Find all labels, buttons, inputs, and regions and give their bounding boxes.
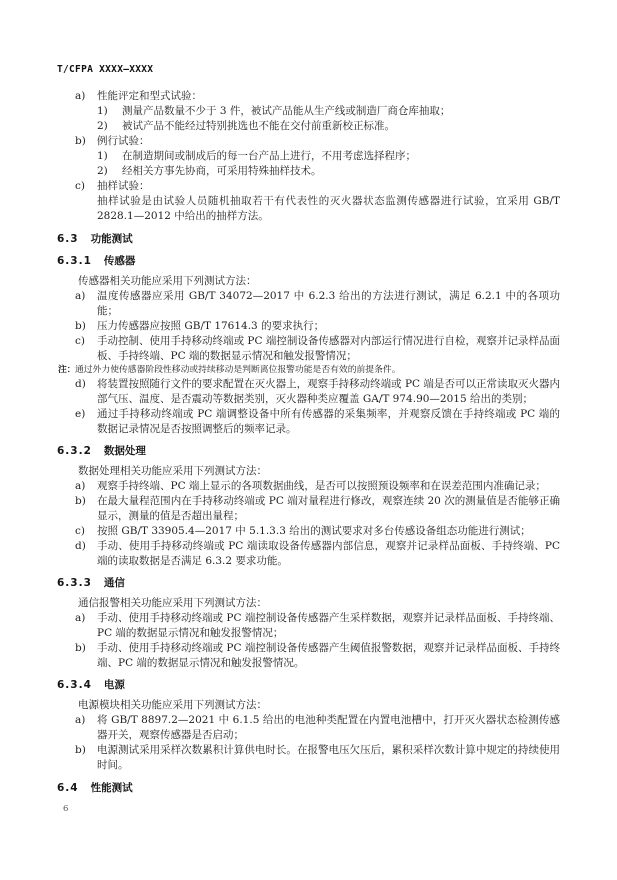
- list-item-text: 将 GB/T 8897.2—2021 中 6.1.5 给出的电池种类配置在内置电池槽中，打开灭火器状态检测传感器开关，观察传感器是否启动；: [97, 714, 560, 741]
- list-item: [57, 479, 560, 494]
- subsection-heading: [57, 443, 560, 459]
- intro-paragraph: 传感器相关功能应采用下列测试方法：: [78, 275, 257, 287]
- list-item: [57, 743, 560, 773]
- section-heading: [57, 780, 560, 796]
- list-item: [57, 713, 560, 743]
- list-item-label: a): [75, 714, 86, 726]
- list-item: [57, 319, 560, 334]
- subsection-number: 6.3.2: [57, 445, 92, 457]
- list-item-text: 例行试验：: [97, 135, 150, 147]
- list-subitem: [97, 104, 560, 119]
- list-item-text: 手动、使用手持移动终端或 PC 端读取设备传感器内部信息，观察并记录样品面板、手持终端、PC 端的读取数据是否满足 6.3.2 要求功能。: [97, 540, 560, 567]
- list-item-label: a): [75, 480, 86, 492]
- list-item-text: 在最大量程范围内在手持移动终端或 PC 端对量程进行修改，观察连续 20 次的测量值是否能够正确显示，测量的值是否超出量程；: [97, 495, 560, 522]
- list-item-label: d): [75, 540, 86, 552]
- list-item-text: 电源测试采用采样次数累积计算供电时长。在报警电压欠压后，累积采样次数计算中规定的持续使用时间。: [97, 744, 560, 771]
- list-item-label: b): [75, 744, 86, 756]
- list-subitem-label: 1): [97, 105, 108, 117]
- list-subitem-label: 2): [97, 165, 108, 177]
- subsection-number: 6.3.1: [57, 255, 92, 267]
- list-item: [57, 179, 560, 224]
- list-item-paragraph: 抽样试验是由试验人员随机抽取若干有代表性的灭火器状态监测传感器进行试验，宜采用 GB/T 2828.1—2012 中给出的抽样方法。: [97, 195, 560, 222]
- section-title: 功能测试: [90, 233, 133, 245]
- page-number: 6: [63, 804, 69, 814]
- intro-paragraph: 通信报警相关功能应采用下列测试方法：: [78, 597, 267, 609]
- list-item: [57, 134, 560, 179]
- communication-test-list: [57, 611, 560, 671]
- list-item-text: 按照 GB/T 33905.4—2017 中 5.1.3.3 给出的测试要求对多台传感设备组态功能进行测试；: [97, 525, 531, 537]
- list-subitem-label: 2): [97, 120, 108, 132]
- list-item-label: c): [75, 335, 85, 347]
- list-subitem: [97, 149, 560, 164]
- list-item: [57, 611, 560, 641]
- list-item-text: 手动、使用手持移动终端或 PC 端控制设备传感器产生阈值报警数据，观察并记录样品面板、手持终端、PC 端的数据显示情况和触发报警情况。: [97, 642, 560, 669]
- subsection-title: 通信: [103, 577, 125, 589]
- power-test-list: [57, 713, 560, 773]
- test-type-list: [57, 89, 560, 224]
- note-text: 通过外力使传感器阶段性移动或持续移动是判断离位报警功能是否有效的前提条件。: [75, 365, 401, 375]
- list-item-label: c): [75, 180, 85, 192]
- list-subitem-text: 经相关方事先协商，可采用特殊抽样技术。: [122, 165, 322, 177]
- section-heading: [57, 231, 560, 247]
- list-item: [57, 539, 560, 569]
- subsection-heading: [57, 253, 560, 269]
- list-item-label: b): [75, 135, 86, 147]
- list-item-label: a): [75, 612, 86, 624]
- intro-paragraph: 数据处理相关功能应采用下列测试方法：: [78, 465, 267, 477]
- list-item-label: c): [75, 525, 85, 537]
- intro-paragraph: 电源模块相关功能应采用下列测试方法：: [78, 699, 267, 711]
- list-item: [57, 377, 560, 407]
- list-item-text: 温度传感器应采用 GB/T 34072—2017 中 6.2.3 给出的方法进行测试，满足 6.2.1 中的各项功能；: [97, 290, 560, 317]
- list-item-label: a): [75, 290, 86, 302]
- subsection-heading: [57, 677, 560, 693]
- list-item-text: 手动、使用手持移动终端或 PC 端控制设备传感器产生采样数据，观察并记录样品面板、手持终端、PC 端的数据显示情况和触发报警情况；: [97, 612, 560, 639]
- list-subitem-text: 被试产品不能经过特别挑选也不能在交付前重新校正标准。: [122, 120, 395, 132]
- subsection-title: 数据处理: [103, 445, 146, 457]
- list-item: [57, 407, 560, 437]
- data-processing-test-list: [57, 479, 560, 569]
- subsection-number: 6.3.4: [57, 679, 92, 691]
- subsection-heading: [57, 575, 560, 591]
- list-item-label: a): [75, 90, 86, 102]
- list-item: [57, 289, 560, 319]
- sensor-test-list: [57, 289, 560, 437]
- list-item-text: 将装置按照随行文件的要求配置在灭火器上，观察手持移动终端或 PC 端是否可以正常读取灭火器内部气压、温度、是否震动等数据类别，灭火器种类应覆盖 GA/T 974.90—2015 给出的类别；: [97, 378, 560, 405]
- list-item: [57, 334, 560, 364]
- list-subitem: [97, 119, 560, 134]
- section-number: 6.3: [57, 233, 79, 245]
- list-item-text: 性能评定和型式试验：: [97, 90, 202, 102]
- list-subitem-label: 1): [97, 150, 108, 162]
- list-subitem: [97, 164, 560, 179]
- section-title: 性能测试: [90, 782, 133, 794]
- list-item-text: 手动控制、使用手持移动终端或 PC 端控制设备传感器对内部运行情况进行自检，观察并记录样品面板、手持终端、PC 端的数据显示情况和触发报警情况；: [97, 335, 560, 362]
- subsection-title: 传感器: [103, 255, 136, 267]
- list-item-label: d): [75, 378, 86, 390]
- list-item-text: 压力传感器应按照 GB/T 17614.3 的要求执行；: [97, 320, 325, 332]
- standard-number: T/CFPA XXXX—XXXX: [57, 64, 154, 75]
- list-subitem-text: 测量产品数量不少于 3 件，被试产品能从生产线或制造厂商仓库抽取；: [122, 105, 451, 117]
- list-item-label: b): [75, 642, 86, 654]
- list-item-label: e): [75, 408, 86, 420]
- note-label: 注：: [58, 365, 76, 375]
- subsection-number: 6.3.3: [57, 577, 92, 589]
- list-item: [57, 641, 560, 671]
- list-item-text: 抽样试验：: [97, 180, 150, 192]
- list-item: [57, 524, 560, 539]
- section-number: 6.4: [57, 782, 79, 794]
- list-subitem-text: 在制造期间或制成后的每一台产品上进行，不用考虑选择程序；: [122, 150, 416, 162]
- subsection-title: 电源: [103, 679, 125, 691]
- list-item: [57, 89, 560, 134]
- list-item-text: 观察手持终端、PC 端上显示的各项数据曲线，是否可以按照预设频率和在误差范围内准确记录；: [97, 480, 546, 492]
- list-item-label: b): [75, 495, 86, 507]
- list-item: [57, 494, 560, 524]
- note: [57, 364, 560, 377]
- list-item-text: 通过手持移动终端或 PC 端调整设备中所有传感器的采集频率，并观察反馈在手持终端或 PC 端的数据记录情况是否按照调整后的频率记录。: [97, 408, 560, 435]
- list-item-label: b): [75, 320, 86, 332]
